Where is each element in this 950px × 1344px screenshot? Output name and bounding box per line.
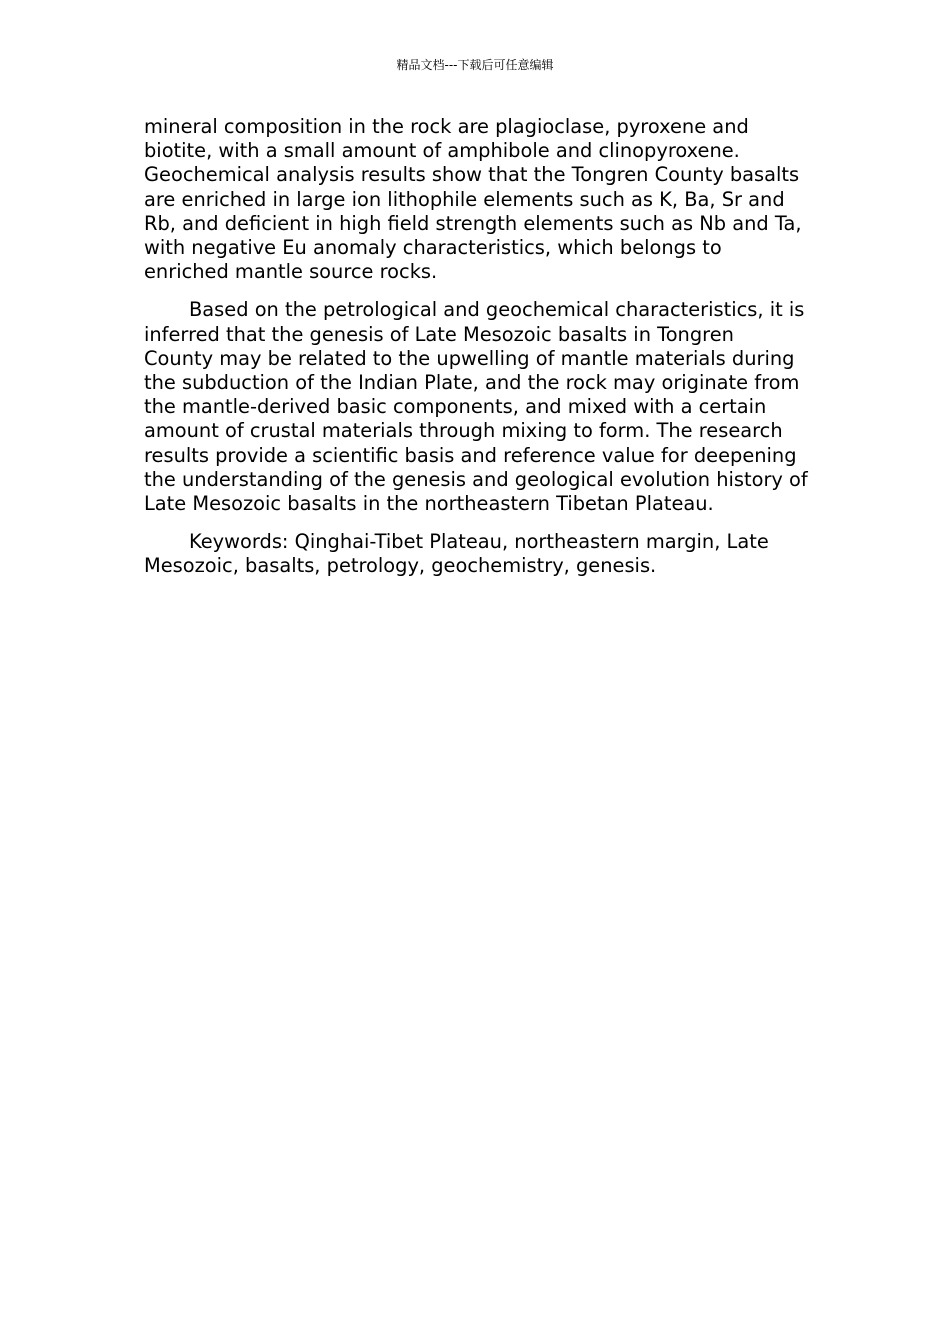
paragraph-mineral-composition: mineral composition in the rock are plagioclase, pyroxene and biotite, with a small amount of amphibole and clinopyroxene. Geochemical analysis results show that the Tongren County basalts are enriched in large ion lithophile elements such as K, Ba, Sr and Rb, and deficient in high field strength elements such as Nb and Ta, with negative Eu anomaly characteristics, which belongs to enriched mantle source rocks. — [144, 115, 802, 284]
document-body — [144, 115, 808, 593]
paragraph-genesis-inference: Based on the petrological and geochemical characteristics, it is inferred that the genesis of Late Mesozoic basalts in Tongren County may be related to the upwelling of mantle materials during the subduction of the Indian Plate, and the rock may originate from the mantle-derived basic components, and mixed with a certain amount of crustal materials through mixing to form. The research results provide a scientific basis and reference value for deepening the understanding of the genesis and geological evolution history of Late Mesozoic basalts in the northeastern Tibetan Plateau. — [144, 298, 808, 516]
page-header: 精品文档---下载后可任意编辑 — [396, 58, 554, 72]
paragraph-keywords: Keywords: Qinghai-Tibet Plateau, northeastern margin, Late Mesozoic, basalts, petrology, geochemistry, genesis. — [144, 530, 769, 578]
